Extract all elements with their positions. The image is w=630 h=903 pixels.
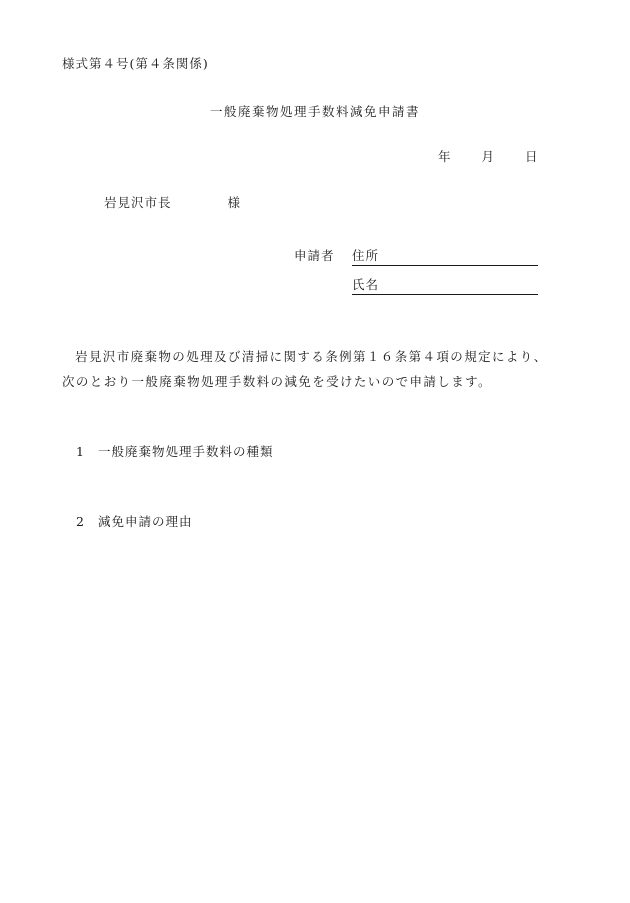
form-number: 様式第４号(第４条関係): [62, 56, 209, 71]
item-number: 2: [76, 514, 85, 529]
body-line-1: 岩見沢市廃棄物の処理及び清掃に関する条例第１６条第４項の規定により、: [75, 349, 548, 364]
date-month-label: 月: [481, 149, 496, 164]
document-title: 一般廃棄物処理手数料減免申請書: [209, 104, 420, 119]
item-number: 1: [76, 444, 85, 459]
body-line-2: 次のとおり一般廃棄物処理手数料の減免を受けたいので申請します。: [62, 374, 492, 389]
addressee-name: 岩見沢市長: [104, 195, 172, 210]
address-field[interactable]: [352, 250, 538, 266]
address-label: 住所: [352, 248, 380, 263]
addressee: [104, 197, 241, 210]
item-label: 減免申請の理由: [98, 514, 193, 529]
item-fee-type: [76, 446, 274, 459]
date-year-label: 年: [438, 149, 452, 164]
body-paragraph: [62, 344, 572, 394]
date-line: [438, 151, 539, 164]
date-day-label: 日: [525, 149, 539, 164]
name-label: 氏名: [352, 277, 380, 292]
item-reason: [76, 516, 193, 529]
item-label: 一般廃棄物処理手数料の種類: [98, 444, 274, 459]
applicant-label: 申請者: [294, 248, 335, 263]
name-field[interactable]: [352, 279, 538, 295]
addressee-honorific: 様: [227, 195, 242, 210]
